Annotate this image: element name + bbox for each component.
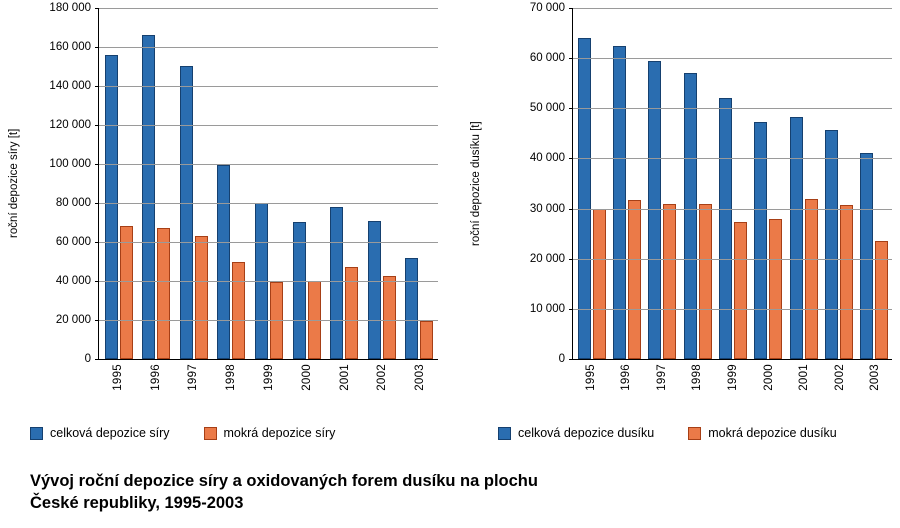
bar-group <box>609 8 644 359</box>
x-axis-tick-label: 2000 <box>762 364 775 391</box>
x-axis-label-cell <box>250 364 288 391</box>
x-axis-label-cell <box>715 364 751 391</box>
bar-group <box>175 8 213 359</box>
gridline <box>99 164 438 165</box>
legend-label: mokrá depozice síry <box>223 426 336 440</box>
y-axis-tick <box>569 8 573 9</box>
bar-series-nitrogen <box>574 8 892 359</box>
y-axis-tick <box>569 359 573 360</box>
bar <box>613 46 626 359</box>
x-axis-label-cell <box>363 364 401 391</box>
legend-nitrogen <box>498 426 863 440</box>
bar-group <box>288 8 326 359</box>
y-axis-tick <box>95 125 99 126</box>
bar <box>663 204 676 359</box>
bar <box>232 262 245 359</box>
x-axis-tick-label: 2003 <box>869 364 882 391</box>
bar <box>840 205 853 359</box>
bar-group <box>213 8 251 359</box>
legend-item-wet-nitrogen <box>688 426 837 440</box>
legend-label: celková depozice síry <box>50 426 170 440</box>
x-axis-label-cell <box>822 364 858 391</box>
bar-group <box>250 8 288 359</box>
y-axis-tick-label: 60 000 <box>55 236 91 248</box>
x-axis-tick-label: 1995 <box>584 364 597 391</box>
x-axis-label-cell <box>401 364 439 391</box>
bar <box>578 38 591 359</box>
y-axis-tick-label: 140 000 <box>49 80 91 92</box>
x-axis-label-cell <box>609 364 645 391</box>
bar <box>217 165 230 359</box>
x-axis-tick-label: 2001 <box>338 364 351 391</box>
gridline <box>99 86 438 87</box>
bar-series-sulphur <box>100 8 438 359</box>
gridline <box>573 108 892 109</box>
y-axis-tick <box>569 108 573 109</box>
y-axis-tick <box>569 158 573 159</box>
y-axis-tick-label: 70 000 <box>529 2 565 14</box>
y-axis-tick-label: 30 000 <box>529 202 565 215</box>
sulphur-deposition-chart <box>0 0 450 460</box>
gridline <box>99 125 438 126</box>
gridline <box>99 320 438 321</box>
gridline <box>573 209 892 210</box>
y-axis-title-sulphur: roční depozice síry [t] <box>8 128 20 238</box>
x-axis-tick-label: 2001 <box>798 364 811 391</box>
bar-group <box>751 8 786 359</box>
bar <box>790 117 803 359</box>
bar-group <box>786 8 821 359</box>
gridline <box>573 58 892 59</box>
bar-group <box>325 8 363 359</box>
y-axis-tick-label: 40 000 <box>529 152 565 165</box>
bar <box>330 207 343 359</box>
y-axis-tick <box>95 86 99 87</box>
y-axis-tick-label: 0 <box>558 353 565 365</box>
bar <box>157 228 170 359</box>
y-axis-tick-label: 10 000 <box>529 302 565 315</box>
y-axis-tick-label: 80 000 <box>55 197 91 209</box>
x-axis-tick-label: 2002 <box>833 364 846 391</box>
legend-swatch-icon <box>688 427 701 440</box>
bar <box>105 55 118 359</box>
y-axis-tick <box>569 209 573 210</box>
caption-line-1: Vývoj roční depozice síry a oxidovaných forem dusíku na plochu <box>30 472 538 490</box>
figure-caption <box>30 470 870 515</box>
gridline <box>573 158 892 159</box>
bar <box>593 209 606 359</box>
y-axis-tick <box>95 281 99 282</box>
y-axis-tick-label: 180 000 <box>49 2 91 14</box>
y-axis-tick <box>569 58 573 59</box>
bar <box>142 35 155 359</box>
bar-group <box>574 8 609 359</box>
y-axis-tick-label: 60 000 <box>529 52 565 65</box>
bar-group <box>363 8 401 359</box>
legend-item-wet-sulphur <box>204 426 336 440</box>
x-axis-label-cell <box>288 364 326 391</box>
legend-label: mokrá depozice dusíku <box>708 426 837 440</box>
gridline <box>99 281 438 282</box>
bar-group <box>645 8 680 359</box>
x-axis-label-cell <box>680 364 716 391</box>
bar <box>405 258 418 359</box>
caption-line-2: České republiky, 1995-2003 <box>30 494 244 513</box>
x-axis-tick-label: 2003 <box>414 364 427 391</box>
x-axis-tick-label: 1997 <box>655 364 668 391</box>
x-axis-label-cell <box>786 364 822 391</box>
bar <box>769 219 782 359</box>
gridline <box>99 8 438 9</box>
bar <box>805 199 818 359</box>
bar-group <box>680 8 715 359</box>
y-axis-tick <box>95 47 99 48</box>
y-axis-tick-label: 20 000 <box>529 252 565 265</box>
legend-swatch-icon <box>204 427 217 440</box>
y-axis-tick <box>95 203 99 204</box>
bar <box>860 153 873 359</box>
x-axis-tick-label: 1998 <box>691 364 704 391</box>
x-axis-labels-sulphur <box>99 364 439 391</box>
bar-group <box>821 8 856 359</box>
gridline <box>573 8 892 9</box>
bar <box>699 204 712 359</box>
bar <box>719 98 732 359</box>
bar <box>180 66 193 359</box>
x-axis-tick-label: 1999 <box>727 364 740 391</box>
x-axis-tick-label: 1997 <box>187 364 200 391</box>
legend-swatch-icon <box>498 427 511 440</box>
y-axis-title-nitrogen: roční depozice dusíku [t] <box>470 121 482 246</box>
y-axis-tick <box>95 164 99 165</box>
bar <box>120 226 133 359</box>
legend-item-total-sulphur <box>30 426 170 440</box>
x-axis-label-cell <box>175 364 213 391</box>
x-axis-label-cell <box>212 364 250 391</box>
bar <box>628 200 641 359</box>
x-axis-tick-label: 1999 <box>263 364 276 391</box>
y-axis-tick-label: 40 000 <box>55 275 91 287</box>
y-axis-tick <box>569 259 573 260</box>
legend-swatch-icon <box>30 427 43 440</box>
x-axis-label-cell <box>99 364 137 391</box>
bar-group <box>401 8 439 359</box>
bar <box>825 130 838 359</box>
legend-item-total-nitrogen <box>498 426 654 440</box>
bar <box>648 61 661 359</box>
y-axis-tick-label: 120 000 <box>49 119 91 131</box>
bar-group <box>857 8 892 359</box>
y-axis-tick-label: 160 000 <box>49 41 91 53</box>
legend-label: celková depozice dusíku <box>518 426 655 440</box>
x-axis-label-cell <box>326 364 364 391</box>
x-axis-tick-label: 1996 <box>149 364 162 391</box>
x-axis-labels-nitrogen <box>573 364 893 391</box>
nitrogen-deposition-chart <box>462 0 900 460</box>
legend-sulphur <box>30 426 361 440</box>
y-axis-tick <box>95 8 99 9</box>
y-axis-tick-label: 100 000 <box>49 158 91 170</box>
plot-area-nitrogen <box>572 8 892 360</box>
bar-group <box>100 8 138 359</box>
x-axis-tick-label: 2002 <box>376 364 389 391</box>
x-axis-tick-label: 1996 <box>620 364 633 391</box>
gridline <box>573 309 892 310</box>
plot-area-sulphur <box>98 8 438 360</box>
bar <box>195 236 208 359</box>
gridline <box>99 47 438 48</box>
x-axis-label-cell <box>573 364 609 391</box>
y-axis-tick-label: 50 000 <box>529 102 565 115</box>
y-axis-tick-label: 0 <box>84 353 91 365</box>
bar-group <box>715 8 750 359</box>
gridline <box>573 259 892 260</box>
bar <box>684 73 697 359</box>
y-axis-tick <box>569 309 573 310</box>
bar <box>420 321 433 359</box>
bar <box>383 276 396 359</box>
gridline <box>99 203 438 204</box>
x-axis-label-cell <box>644 364 680 391</box>
x-axis-tick-label: 2000 <box>300 364 313 391</box>
x-axis-label-cell <box>137 364 175 391</box>
bar-group <box>138 8 176 359</box>
y-axis-tick-label: 20 000 <box>55 314 91 326</box>
y-axis-tick <box>95 242 99 243</box>
x-axis-label-cell <box>751 364 787 391</box>
x-axis-tick-label: 1998 <box>225 364 238 391</box>
x-axis-label-cell <box>858 364 894 391</box>
y-axis-tick <box>95 359 99 360</box>
y-axis-tick <box>95 320 99 321</box>
bar <box>734 222 747 359</box>
gridline <box>99 242 438 243</box>
x-axis-tick-label: 1995 <box>111 364 124 391</box>
